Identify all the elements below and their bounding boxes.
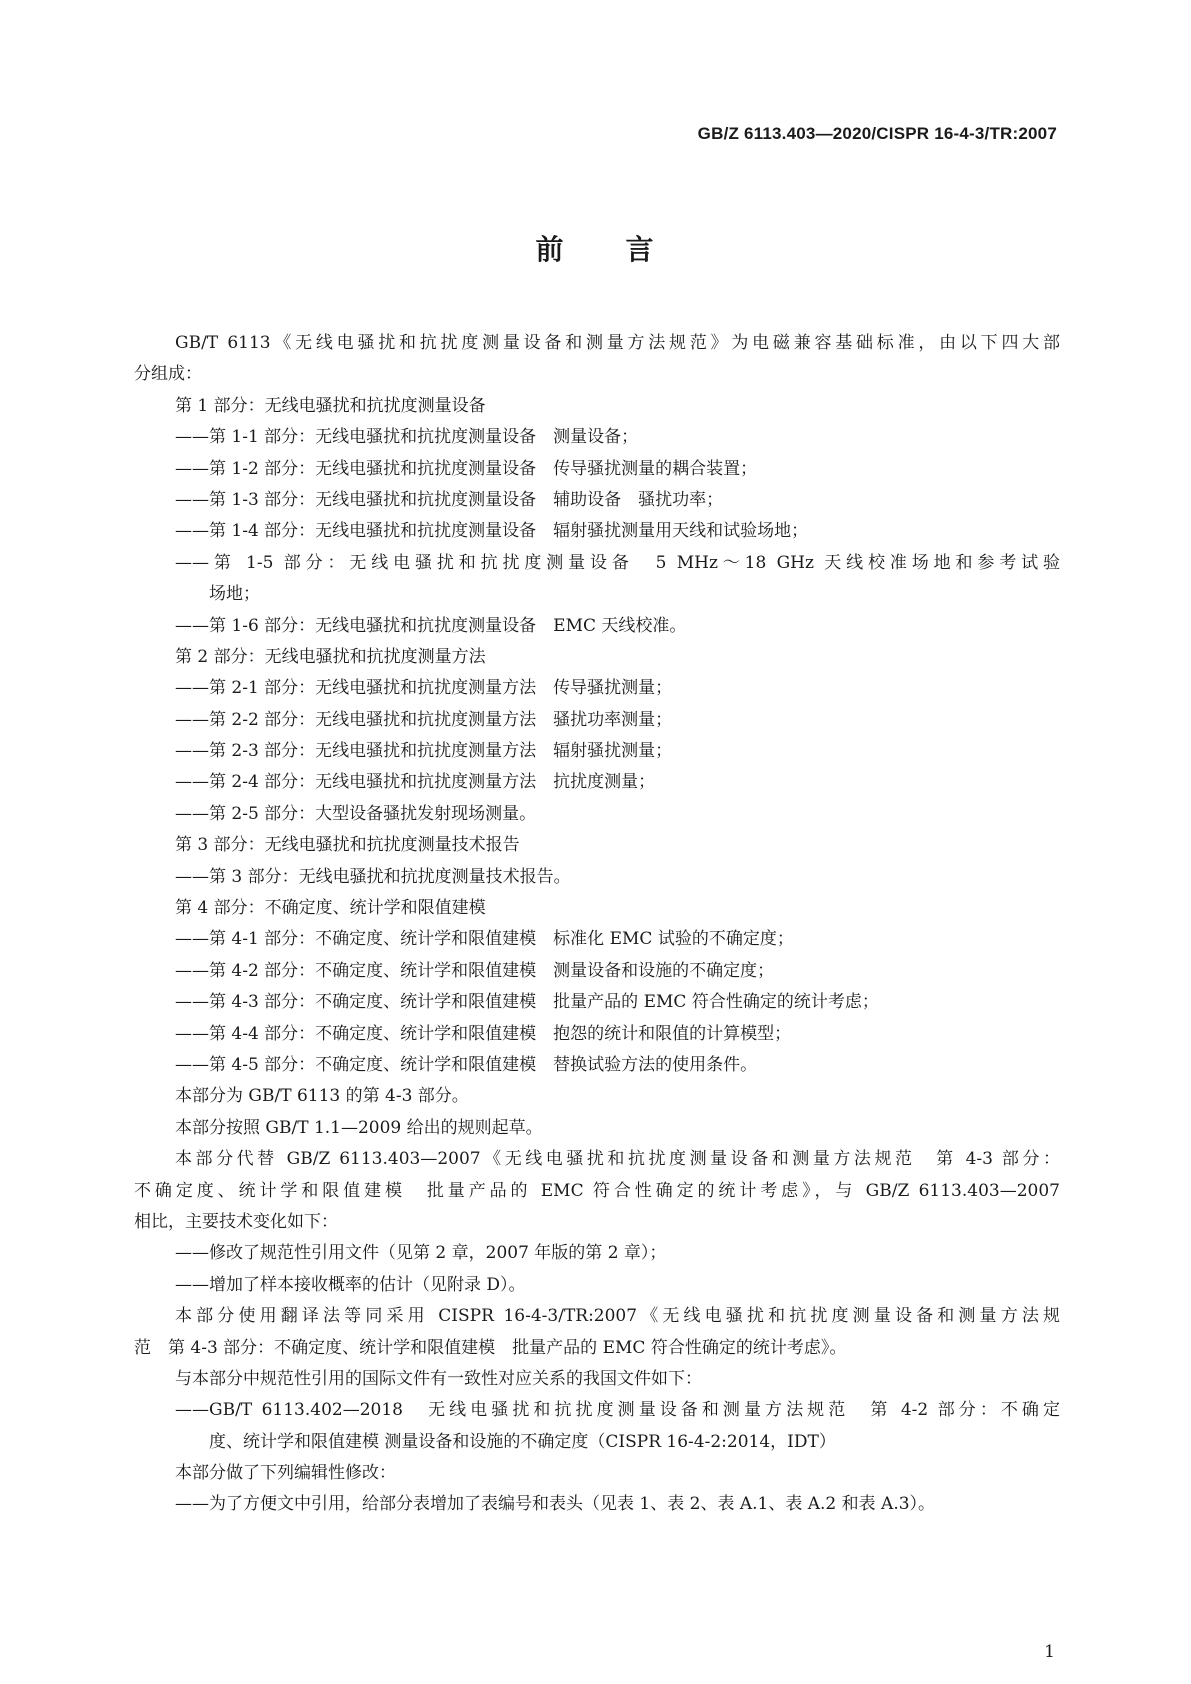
foreword-body bbox=[134, 328, 1060, 1521]
text-line: ——第 2-1 部分：无线电骚扰和抗扰度测量方法 传导骚扰测量； bbox=[175, 678, 673, 699]
text-line: ——第 1-1 部分：无线电骚扰和抗扰度测量设备 测量设备； bbox=[175, 427, 639, 448]
text-line: 本部分做了下列编辑性修改： bbox=[175, 1463, 396, 1484]
text-line: ——第 4-4 部分：不确定度、统计学和限值建模 抱怨的统计和限值的计算模型； bbox=[175, 1023, 792, 1044]
text-line: 度、统计学和限值建模 测量设备和设施的不确定度（CISPR 16-4-2:2014，IDT） bbox=[209, 1431, 836, 1452]
text-line: 不确定度、统计学和限值建模 批量产品的 EMC 符合性确定的统计考虑》，与 GB/Z 6113.403—2007 bbox=[134, 1180, 1060, 1201]
text-line: ——第 1-6 部分：无线电骚扰和抗扰度测量设备 EMC 天线校准。 bbox=[175, 615, 687, 636]
text-line: ——第 4-5 部分：不确定度、统计学和限值建模 替换试验方法的使用条件。 bbox=[175, 1054, 758, 1075]
text-line: ——第 2-2 部分：无线电骚扰和抗扰度测量方法 骚扰功率测量； bbox=[175, 709, 673, 730]
text-line: 范 第 4-3 部分：不确定度、统计学和限值建模 批量产品的 EMC 符合性确定的统计考虑》。 bbox=[134, 1337, 847, 1358]
text-line: 与本部分中规范性引用的国际文件有一致性对应关系的我国文件如下： bbox=[175, 1368, 702, 1389]
text-line: 第 2 部分：无线电骚扰和抗扰度测量方法 bbox=[175, 646, 486, 667]
text-line: ——第 1-3 部分：无线电骚扰和抗扰度测量设备 辅助设备 骚扰功率； bbox=[175, 489, 724, 510]
text-line: ——第 2-5 部分：大型设备骚扰发射现场测量。 bbox=[175, 803, 537, 824]
text-line: ——第 4-3 部分：不确定度、统计学和限值建模 批量产品的 EMC 符合性确定的统计考虑； bbox=[175, 992, 879, 1013]
text-line: ——第 2-4 部分：无线电骚扰和抗扰度测量方法 抗扰度测量； bbox=[175, 772, 656, 793]
text-line: ——第 1-2 部分：无线电骚扰和抗扰度测量设备 传导骚扰测量的耦合装置； bbox=[175, 458, 758, 479]
text-line: 相比，主要技术变化如下： bbox=[134, 1211, 338, 1232]
text-line: ——修改了规范性引用文件（见第 2 章，2007 年版的第 2 章）； bbox=[175, 1243, 667, 1264]
text-line: GB/T 6113《无线电骚扰和抗扰度测量设备和测量方法规范》为电磁兼容基础标准，由以下四大部 bbox=[175, 333, 1060, 353]
text-line: ——第 1-5 部分：无线电骚扰和抗扰度测量设备 5 MHz～18 GHz 天线校准场地和参考试验 bbox=[175, 552, 1060, 573]
text-line: 第 3 部分：无线电骚扰和抗扰度测量技术报告 bbox=[175, 835, 520, 856]
text-line: ——增加了样本接收概率的估计（见附录 D）。 bbox=[175, 1274, 526, 1295]
text-line: ——为了方便文中引用，给部分表增加了表编号和表头（见表 1、表 2、表 A.1、表 A.2 和表 A.3）。 bbox=[175, 1494, 936, 1515]
page-title: 前 言 bbox=[535, 233, 656, 266]
text-line: ——第 4-1 部分：不确定度、统计学和限值建模 标准化 EMC 试验的不确定度； bbox=[175, 929, 794, 950]
text-line: 第 4 部分：不确定度、统计学和限值建模 bbox=[175, 898, 486, 919]
text-line: ——第 1-4 部分：无线电骚扰和抗扰度测量设备 辐射骚扰测量用天线和试验场地； bbox=[175, 521, 809, 542]
text-line: 本部分为 GB/T 6113 的第 4-3 部分。 bbox=[175, 1086, 469, 1107]
text-line: 场地； bbox=[209, 584, 260, 605]
text-line: ——第 2-3 部分：无线电骚扰和抗扰度测量方法 辐射骚扰测量； bbox=[175, 741, 673, 762]
text-line: 本部分使用翻译法等同采用 CISPR 16-4-3/TR:2007《无线电骚扰和抗扰度测量设备和测量方法规 bbox=[175, 1306, 1060, 1327]
text-line: ——第 4-2 部分：不确定度、统计学和限值建模 测量设备和设施的不确定度； bbox=[175, 960, 775, 981]
text-line: 分组成： bbox=[134, 364, 202, 385]
text-line: 本部分按照 GB/T 1.1—2009 给出的规则起草。 bbox=[175, 1117, 543, 1138]
text-line: 第 1 部分：无线电骚扰和抗扰度测量设备 bbox=[175, 395, 486, 416]
page-number: 1 bbox=[1044, 1642, 1055, 1662]
text-line: 本部分代替 GB/Z 6113.403—2007《无线电骚扰和抗扰度测量设备和测量方法规范 第 4-3 部分： bbox=[175, 1149, 1060, 1170]
text-line: ——第 3 部分：无线电骚扰和抗扰度测量技术报告。 bbox=[175, 866, 571, 887]
text-line: ——GB/T 6113.402—2018 无线电骚扰和抗扰度测量设备和测量方法规范 第 4-2 部分：不确定 bbox=[175, 1400, 1060, 1421]
document-code-header: GB/Z 6113.403—2020/CISPR 16-4-3/TR:2007 bbox=[697, 124, 1057, 143]
